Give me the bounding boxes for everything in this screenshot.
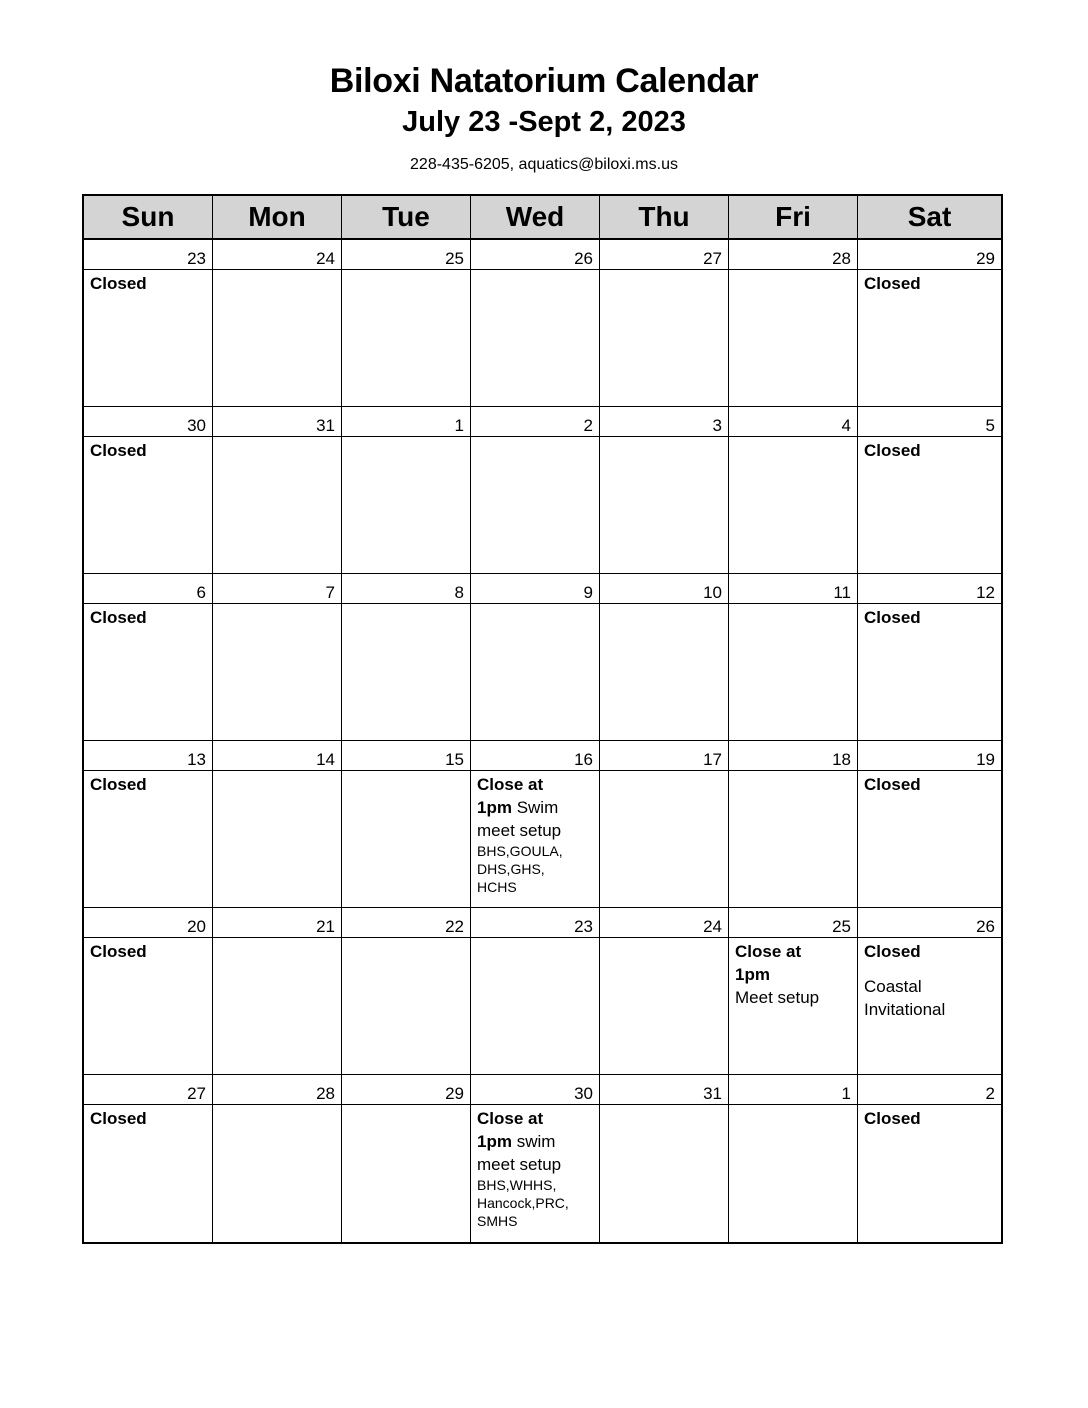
day-cell — [858, 1075, 1001, 1242]
date-number: 8 — [342, 574, 470, 604]
contact-info: 228-435-6205, aquatics@biloxi.ms.us — [410, 156, 678, 173]
day-cell — [213, 908, 342, 1075]
event-text: swim — [511, 1132, 556, 1151]
day-cell — [84, 574, 213, 741]
day-cell — [342, 407, 471, 574]
event-closed: Closed — [864, 775, 921, 794]
school-list: DHS,GHS, — [477, 861, 545, 877]
school-list: Hancock,PRC, — [477, 1195, 569, 1211]
date-number: 11 — [729, 574, 857, 604]
day-cell — [600, 240, 729, 407]
event-meet-setup — [729, 938, 857, 1009]
date-number: 26 — [858, 908, 1001, 938]
event-closed: Closed — [864, 274, 921, 293]
day-cell — [600, 1075, 729, 1242]
day-cell — [729, 407, 858, 574]
date-number: 12 — [858, 574, 1001, 604]
day-cell — [342, 908, 471, 1075]
day-cell — [213, 574, 342, 741]
event-closed: Closed — [90, 608, 147, 627]
date-number: 20 — [84, 908, 212, 938]
date-number: 1 — [342, 407, 470, 437]
date-number: 18 — [729, 741, 857, 771]
date-number: 1 — [729, 1075, 857, 1105]
day-header-fri: Fri — [729, 196, 858, 240]
event-text: Meet setup — [735, 988, 820, 1007]
day-cell — [84, 908, 213, 1075]
day-cell — [213, 240, 342, 407]
day-cell — [729, 240, 858, 407]
date-number: 3 — [600, 407, 728, 437]
day-cell — [342, 574, 471, 741]
school-list: BHS,WHHS, — [477, 1177, 557, 1193]
day-cell — [858, 240, 1001, 407]
day-header-mon: Mon — [213, 196, 342, 240]
event-closed: Closed — [90, 274, 147, 293]
date-number: 16 — [471, 741, 599, 771]
date-range-subtitle: July 23 -Sept 2, 2023 — [402, 106, 686, 138]
event-text: Swim — [511, 798, 559, 817]
date-number: 26 — [471, 240, 599, 270]
date-number: 25 — [729, 908, 857, 938]
event-closed: Closed — [864, 441, 921, 460]
date-number: 7 — [213, 574, 341, 604]
date-number: 5 — [858, 407, 1001, 437]
day-cell — [600, 741, 729, 908]
day-cell — [600, 574, 729, 741]
day-cell — [213, 407, 342, 574]
day-header-wed: Wed — [471, 196, 600, 240]
event-closed: Closed — [90, 775, 147, 794]
day-cell — [600, 407, 729, 574]
page-title: Biloxi Natatorium Calendar — [329, 62, 759, 100]
school-list: SMHS — [477, 1213, 518, 1229]
day-cell — [342, 1075, 471, 1242]
date-number: 27 — [84, 1075, 212, 1105]
event-closed: Closed — [90, 1109, 147, 1128]
event-closed: Closed — [864, 942, 921, 961]
date-number: 30 — [84, 407, 212, 437]
event-bold-text: 1pm — [735, 965, 770, 984]
date-number: 15 — [342, 741, 470, 771]
date-number: 28 — [213, 1075, 341, 1105]
date-number: 30 — [471, 1075, 599, 1105]
date-number: 29 — [342, 1075, 470, 1105]
day-cell — [342, 240, 471, 407]
date-number: 28 — [729, 240, 857, 270]
day-cell — [858, 741, 1001, 908]
day-header-thu: Thu — [600, 196, 729, 240]
day-cell — [84, 407, 213, 574]
day-cell — [342, 741, 471, 908]
day-header-sun: Sun — [84, 196, 213, 240]
date-number: 9 — [471, 574, 599, 604]
event-text: meet setup — [477, 1155, 562, 1174]
event-bold-text: Close at — [477, 775, 544, 794]
date-number: 17 — [600, 741, 728, 771]
day-cell — [84, 1075, 213, 1242]
date-number: 24 — [600, 908, 728, 938]
date-number: 24 — [213, 240, 341, 270]
date-number: 6 — [84, 574, 212, 604]
day-cell — [729, 908, 858, 1075]
day-cell — [471, 1075, 600, 1242]
day-cell — [858, 407, 1001, 574]
day-cell — [858, 908, 1001, 1075]
date-number: 23 — [84, 240, 212, 270]
day-cell — [471, 574, 600, 741]
event-swim-meet-setup — [471, 771, 599, 896]
date-number: 31 — [213, 407, 341, 437]
day-cell — [858, 574, 1001, 741]
date-number: 27 — [600, 240, 728, 270]
event-swim-meet-setup — [471, 1105, 599, 1230]
event-text: Invitational — [864, 1000, 946, 1019]
school-list: BHS,GOULA, — [477, 843, 563, 859]
day-cell — [471, 407, 600, 574]
event-text: Coastal — [864, 977, 922, 996]
day-cell — [729, 741, 858, 908]
day-header-tue: Tue — [342, 196, 471, 240]
date-number: 22 — [342, 908, 470, 938]
date-number: 23 — [471, 908, 599, 938]
day-cell — [471, 908, 600, 1075]
event-bold-text: Close at — [477, 1109, 544, 1128]
day-cell — [213, 741, 342, 908]
event-bold-text: Close at — [735, 942, 802, 961]
date-number: 14 — [213, 741, 341, 771]
day-header-sat: Sat — [858, 196, 1001, 240]
event-closed: Closed — [90, 942, 147, 961]
day-cell — [84, 741, 213, 908]
day-cell — [471, 240, 600, 407]
day-cell — [84, 240, 213, 407]
event-closed: Closed — [90, 441, 147, 460]
date-number: 31 — [600, 1075, 728, 1105]
date-number: 29 — [858, 240, 1001, 270]
day-cell — [213, 1075, 342, 1242]
date-number: 13 — [84, 741, 212, 771]
date-number: 2 — [858, 1075, 1001, 1105]
event-bold-text: 1pm — [477, 798, 512, 817]
school-list: HCHS — [477, 879, 517, 895]
event-coastal-invitational — [858, 938, 1001, 1021]
event-closed: Closed — [864, 1109, 921, 1128]
day-cell — [729, 1075, 858, 1242]
date-number: 10 — [600, 574, 728, 604]
day-cell — [471, 741, 600, 908]
date-number: 21 — [213, 908, 341, 938]
date-number: 4 — [729, 407, 857, 437]
event-text: meet setup — [477, 821, 562, 840]
date-number: 2 — [471, 407, 599, 437]
day-cell — [729, 574, 858, 741]
event-closed: Closed — [864, 608, 921, 627]
calendar-grid — [82, 194, 1003, 1244]
event-bold-text: 1pm — [477, 1132, 512, 1151]
date-number: 25 — [342, 240, 470, 270]
date-number: 19 — [858, 741, 1001, 771]
day-cell — [600, 908, 729, 1075]
